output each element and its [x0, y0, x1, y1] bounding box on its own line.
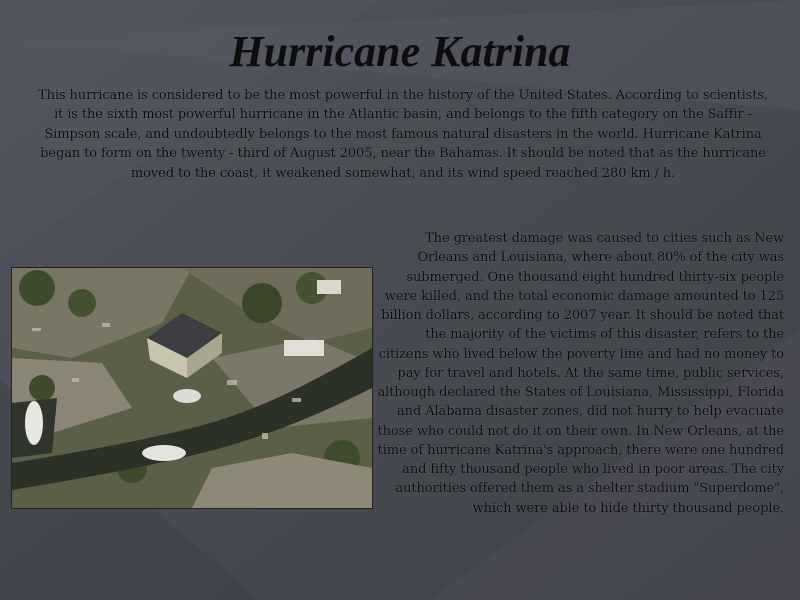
- slide-title: Hurricane Katrina: [229, 27, 571, 76]
- intro-paragraph: This hurricane is considered to be the most powerful in the history of the United States. According to scientists, it is the sixth most powerful hurricane in the Atlantic basin, and belongs to the fifth category on the Saffir - Simpson scale, and undoubtedly belongs to the most famous natural disasters in the world. Hurricane Katrina began to form on the twenty - third of August 2005, near the Bahamas. It should be noted that as the hurricane moved to the coast, it weakened somewhat, and its wind speed reached 280 km / h.: [38, 88, 768, 181]
- hurricane-damage-photo: [11, 267, 373, 509]
- body-paragraph: The greatest damage was caused to cities such as New Orleans and Louisiana, where about 80% of the city was submerged. One thousand eight hundred thirty-six people were killed, and the total economic damage amounted to 125 billion dollars, according to 2007 year. It should be noted that the majority of the victims of this disaster, refers to the citizens who lived below the poverty line and had no money to pay for travel and hotels. At the same time, public services, although declared the States of Louisiana, Mississippi, Florida and Alabama disaster zones, did not hurry to help evacuate those who could not do it on their own. In New Orleans, at the time of hurricane Katrina's approach, there were one hundred and fifty thousand people who lived in poor areas. The city authorities offered them as a shelter stadium "Superdome", which were able to hide thirty thousand people.: [377, 231, 784, 516]
